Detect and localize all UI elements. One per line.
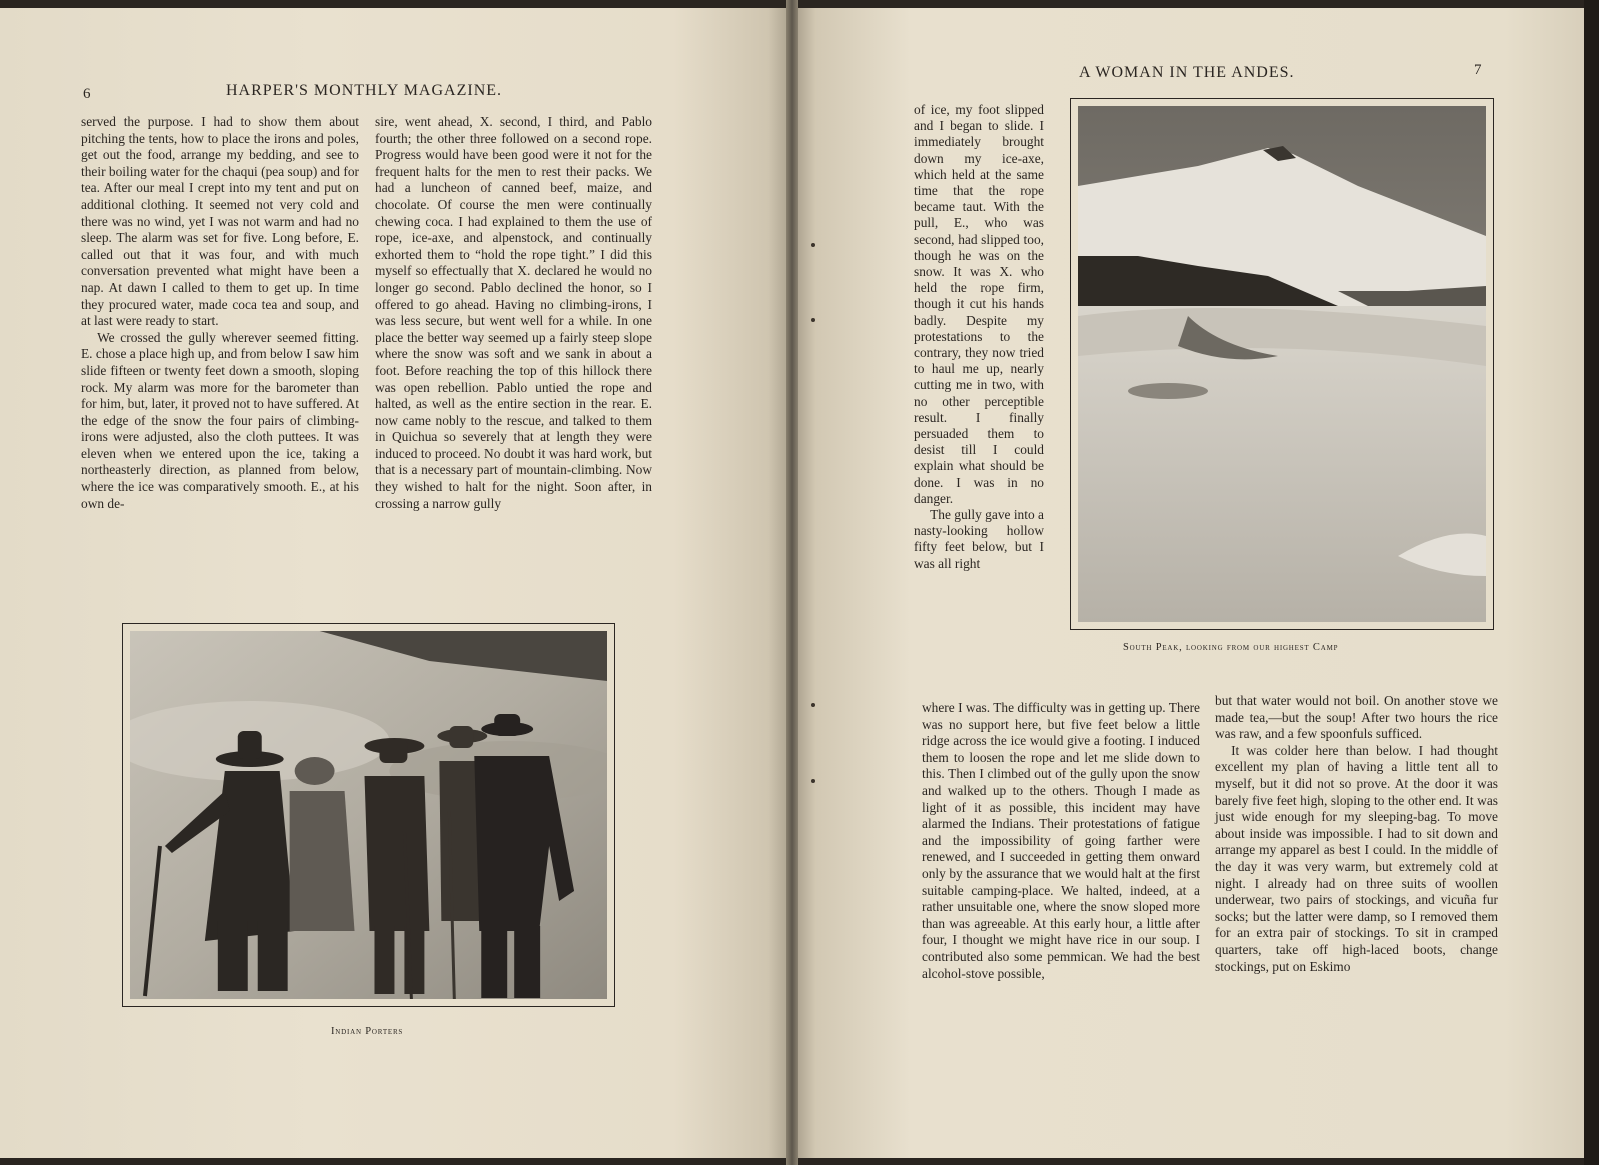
binding-hole: [811, 703, 815, 707]
right-column-1: [922, 700, 1200, 982]
binding-hole: [811, 243, 815, 247]
paragraph: We crossed the gully wherever seemed fitting. E. chose a place high up, and from below I saw him slide fifteen or twenty feet down a smooth, sloping rock. My alarm was more for the barometer than for him, but, later, it proved not to have suffered. At the edge of the snow the four pairs of climbing-irons were adjusted, also the cloth puttees. It was eleven when we entered upon the ice, taking a northeasterly direction, as planned from below, where the ice was comparatively smooth. E., at his own de-: [81, 329, 359, 511]
paragraph: where I was. The difficulty was in getting up. There was no support here, but five feet below a little ridge across the ice would give a footing. I induced them to loosen the rope and let me slide down to this. Then I climbed out of the gully upon the snow and walked up to the others. Though I made as light of it as possible, this incident may have alarmed the Indians. Their protestations of fatigue and the impossibility of going farther were renewed, and I succeeded in getting them onward only by the assurance that we would halt at the first suitable camping-place. We halted, indeed, at a rather unsuitable one, where the snow sloped more than was agreeable. At this early hour, a little after four, I thought we might have rice in our soup. I contributed also some pemmican. We had the best alcohol-stove possible,: [922, 700, 1200, 981]
mountain-illustration: [1078, 106, 1486, 622]
running-head-left: HARPER'S MONTHLY MAGAZINE.: [226, 82, 503, 99]
paragraph: but that water would not boil. On another stove we made tea,—but the soup! After two hours the rice was raw, and a few spoonfuls sufficed.: [1215, 693, 1498, 742]
paragraph: The gully gave into a nasty-looking hollow fifty feet below, but I was all right: [914, 507, 1044, 571]
south-peak-photo: [1070, 98, 1494, 630]
page-edge: [1584, 0, 1599, 1165]
caption-indian-porters: Indian Porters: [331, 1026, 404, 1037]
page-number-left: 6: [83, 86, 91, 102]
binding-hole: [811, 318, 815, 322]
caption-south-peak: South Peak, looking from our highest Camp: [1123, 642, 1339, 653]
right-narrow-column: [914, 102, 1044, 572]
paragraph: of ice, my foot slipped and I began to slide. I immediately brought down my ice-axe, which held at the same time that the rope became taut. With the pull, E., who was second, had slipped too, though he was on the snow. It was X. who held the rope firm, though it cut his hands badly. Despite my protestations to the contrary, they now tried to haul me up, nearly cutting me in two, with no other perceptible result. I finally persuaded them to desist till I could explain what should be done. I was in no danger.: [914, 102, 1044, 506]
left-column-1: [81, 114, 359, 512]
paragraph: sire, went ahead, X. second, I third, and Pablo fourth; the other three followed on a second rope. Progress would have been good were it not for the frequent halts for the men to rest their packs. We had a luncheon of canned beef, maize, and chocolate. Of course the men were continually chewing coca. I had explained to them the use of rope, ice-axe, and alpenstock, and continually exhorted them to “hold the rope tight.” I did this myself so effectually that X. declared he would no longer go second. Pablo declined the honor, so I offered to go ahead. Having no climbing-irons, I was less secure, but went well for a while. In one place the better way seemed up a fairly steep slope where the snow was soft and we sank in about a foot. Before reaching the top of this hillock there was open rebellion. Pablo untied the rope and halted, as well as the entire section in the rear. E. now came nobly to the rescue, and talked to them in Quichua so severely that at length they were induced to proceed. No doubt it was hard work, but that is a necessary part of mountain-climbing. Now they wished to halt for the night. Soon after, in crossing a narrow gully: [375, 114, 652, 511]
porters-illustration: [130, 631, 607, 999]
paragraph: served the purpose. I had to show them about pitching the tents, how to place the irons and poles, get out the food, arrange my bedding, and see to their boiling water for the chaqui (pea soup) and for tea. After our meal I crept into my tent and put on additional clothing. It seemed not very cold and there was no wind, yet I was not warm and had no sleep. The alarm was set for five. Long before, E. called out that it was four, and with much conversation prevented what might have been a nap. At dawn I called to them to get up. In time they procured water, made coca tea and soup, and at last were ready to start.: [81, 114, 359, 329]
left-column-2: [375, 114, 652, 512]
book-gutter: [786, 0, 798, 1165]
running-head-right: A WOMAN IN THE ANDES.: [1079, 64, 1295, 81]
page-number-right: 7: [1474, 62, 1482, 78]
photo-image: [1078, 106, 1486, 622]
right-column-2: [1215, 693, 1498, 975]
binding-hole: [811, 779, 815, 783]
photo-image: [130, 631, 607, 999]
paragraph: It was colder here than below. I had thought excellent my plan of having a little tent all to myself, but it did not so prove. At the door it was barely five feet high, sloping to the other end. It was just wide enough for my sleeping-bag. To move about inside was impossible. I had to sit down and arrange my apparel as best I could. In the middle of the day it was very warm, but extremely cold at night. I already had on three suits of woollen underwear, two pairs of stockings, and vicuña fur socks; but the latter were damp, so I removed them for an extra pair of stockings. To sit in cramped quarters, take off high-laced boots, change stockings, put on Eskimo: [1215, 742, 1498, 974]
indian-porters-photo: [122, 623, 615, 1007]
